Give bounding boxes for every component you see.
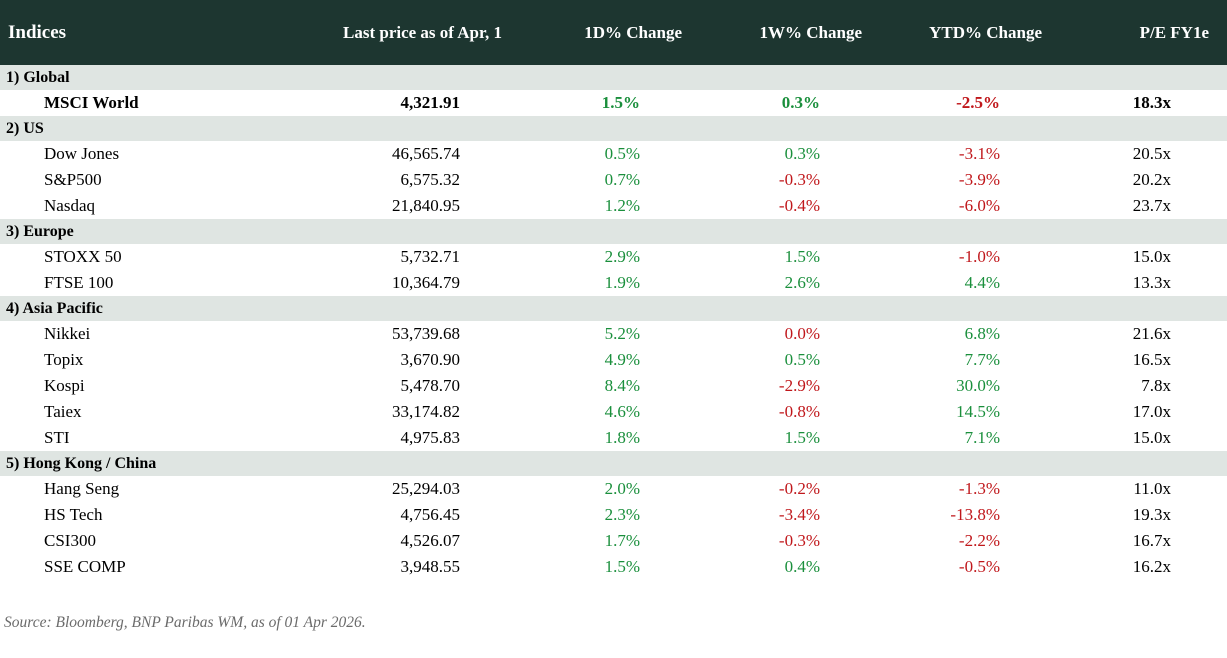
index-name: S&P500 — [0, 167, 300, 193]
index-1d-change: 1.5% — [520, 90, 700, 116]
group-label: 2) US — [0, 116, 1227, 141]
index-1d-change: 1.8% — [520, 425, 700, 451]
index-name: SSE COMP — [0, 554, 300, 580]
index-name: FTSE 100 — [0, 270, 300, 296]
group-label: 1) Global — [0, 65, 1227, 90]
column-header-ytd-change: YTD% Change — [880, 0, 1060, 65]
index-last-price: 21,840.95 — [300, 193, 520, 219]
index-pe-fy1e: 7.8x — [1060, 373, 1227, 399]
index-1w-change: -0.3% — [700, 528, 880, 554]
index-name: Nikkei — [0, 321, 300, 347]
index-pe-fy1e: 16.5x — [1060, 347, 1227, 373]
index-1w-change: 2.6% — [700, 270, 880, 296]
group-label: 3) Europe — [0, 219, 1227, 244]
index-ytd-change: -6.0% — [880, 193, 1060, 219]
index-last-price: 3,670.90 — [300, 347, 520, 373]
index-1d-change: 2.0% — [520, 476, 700, 502]
group-label: 4) Asia Pacific — [0, 296, 1227, 321]
table-row — [0, 90, 1227, 116]
index-1w-change: 0.3% — [700, 90, 880, 116]
group-label: 5) Hong Kong / China — [0, 451, 1227, 476]
index-last-price: 53,739.68 — [300, 321, 520, 347]
index-1w-change: -3.4% — [700, 502, 880, 528]
index-ytd-change: -1.3% — [880, 476, 1060, 502]
index-1w-change: -2.9% — [700, 373, 880, 399]
index-last-price: 25,294.03 — [300, 476, 520, 502]
table-row — [0, 321, 1227, 347]
table-row — [0, 399, 1227, 425]
index-pe-fy1e: 20.5x — [1060, 141, 1227, 167]
index-pe-fy1e: 17.0x — [1060, 399, 1227, 425]
index-ytd-change: -3.1% — [880, 141, 1060, 167]
source-note: Source: Bloomberg, BNP Paribas WM, as of 01 Apr 2026. — [4, 614, 366, 631]
index-1d-change: 2.3% — [520, 502, 700, 528]
index-last-price: 4,756.45 — [300, 502, 520, 528]
index-1d-change: 1.7% — [520, 528, 700, 554]
index-ytd-change: 14.5% — [880, 399, 1060, 425]
index-pe-fy1e: 15.0x — [1060, 425, 1227, 451]
index-last-price: 10,364.79 — [300, 270, 520, 296]
index-name: MSCI World — [0, 90, 300, 116]
index-ytd-change: -1.0% — [880, 244, 1060, 270]
index-pe-fy1e: 21.6x — [1060, 321, 1227, 347]
index-ytd-change: 30.0% — [880, 373, 1060, 399]
index-ytd-change: -2.5% — [880, 90, 1060, 116]
index-1w-change: 1.5% — [700, 244, 880, 270]
group-header-row — [0, 116, 1227, 141]
index-last-price: 6,575.32 — [300, 167, 520, 193]
index-pe-fy1e: 23.7x — [1060, 193, 1227, 219]
index-last-price: 46,565.74 — [300, 141, 520, 167]
index-1w-change: -0.8% — [700, 399, 880, 425]
index-ytd-change: -13.8% — [880, 502, 1060, 528]
index-last-price: 4,321.91 — [300, 90, 520, 116]
index-last-price: 3,948.55 — [300, 554, 520, 580]
index-last-price: 5,478.70 — [300, 373, 520, 399]
group-header-row — [0, 65, 1227, 90]
index-1d-change: 2.9% — [520, 244, 700, 270]
index-pe-fy1e: 16.2x — [1060, 554, 1227, 580]
index-pe-fy1e: 19.3x — [1060, 502, 1227, 528]
index-ytd-change: 6.8% — [880, 321, 1060, 347]
index-ytd-change: -2.2% — [880, 528, 1060, 554]
header-row — [0, 0, 1227, 65]
index-name: Nasdaq — [0, 193, 300, 219]
table-row — [0, 476, 1227, 502]
index-pe-fy1e: 18.3x — [1060, 90, 1227, 116]
table-row — [0, 347, 1227, 373]
index-1w-change: 0.3% — [700, 141, 880, 167]
index-ytd-change: -3.9% — [880, 167, 1060, 193]
index-1w-change: 0.5% — [700, 347, 880, 373]
table-row — [0, 244, 1227, 270]
index-name: Taiex — [0, 399, 300, 425]
index-1w-change: -0.4% — [700, 193, 880, 219]
column-header-last-price: Last price as of Apr, 1 — [300, 0, 520, 65]
column-header-1w-change: 1W% Change — [700, 0, 880, 65]
table-header — [0, 0, 1227, 65]
index-last-price: 4,975.83 — [300, 425, 520, 451]
index-ytd-change: 4.4% — [880, 270, 1060, 296]
index-name: Kospi — [0, 373, 300, 399]
table-row — [0, 373, 1227, 399]
index-pe-fy1e: 13.3x — [1060, 270, 1227, 296]
index-1d-change: 5.2% — [520, 321, 700, 347]
index-last-price: 4,526.07 — [300, 528, 520, 554]
index-name: HS Tech — [0, 502, 300, 528]
index-1d-change: 1.5% — [520, 554, 700, 580]
group-header-row — [0, 451, 1227, 476]
table-row — [0, 167, 1227, 193]
index-1d-change: 1.9% — [520, 270, 700, 296]
group-header-row — [0, 296, 1227, 321]
table-row — [0, 270, 1227, 296]
index-1w-change: 0.0% — [700, 321, 880, 347]
column-header-indices: Indices — [0, 0, 300, 65]
index-last-price: 5,732.71 — [300, 244, 520, 270]
table-row — [0, 502, 1227, 528]
table-body — [0, 65, 1227, 580]
table-row — [0, 141, 1227, 167]
table-row — [0, 528, 1227, 554]
index-1w-change: 1.5% — [700, 425, 880, 451]
table-row — [0, 554, 1227, 580]
index-name: STOXX 50 — [0, 244, 300, 270]
column-header-1d-change: 1D% Change — [520, 0, 700, 65]
index-name: Dow Jones — [0, 141, 300, 167]
group-header-row — [0, 219, 1227, 244]
index-1d-change: 4.6% — [520, 399, 700, 425]
index-pe-fy1e: 16.7x — [1060, 528, 1227, 554]
index-1w-change: -0.3% — [700, 167, 880, 193]
index-pe-fy1e: 15.0x — [1060, 244, 1227, 270]
index-pe-fy1e: 20.2x — [1060, 167, 1227, 193]
table-row — [0, 425, 1227, 451]
index-ytd-change: -0.5% — [880, 554, 1060, 580]
index-name: Topix — [0, 347, 300, 373]
index-1d-change: 4.9% — [520, 347, 700, 373]
table-row — [0, 193, 1227, 219]
index-name: CSI300 — [0, 528, 300, 554]
index-name: Hang Seng — [0, 476, 300, 502]
column-header-pe-fy1e: P/E FY1e — [1060, 0, 1227, 65]
index-ytd-change: 7.1% — [880, 425, 1060, 451]
index-last-price: 33,174.82 — [300, 399, 520, 425]
index-1d-change: 0.7% — [520, 167, 700, 193]
index-name: STI — [0, 425, 300, 451]
index-1d-change: 1.2% — [520, 193, 700, 219]
index-1w-change: -0.2% — [700, 476, 880, 502]
index-1d-change: 8.4% — [520, 373, 700, 399]
index-1w-change: 0.4% — [700, 554, 880, 580]
index-1d-change: 0.5% — [520, 141, 700, 167]
index-ytd-change: 7.7% — [880, 347, 1060, 373]
index-pe-fy1e: 11.0x — [1060, 476, 1227, 502]
